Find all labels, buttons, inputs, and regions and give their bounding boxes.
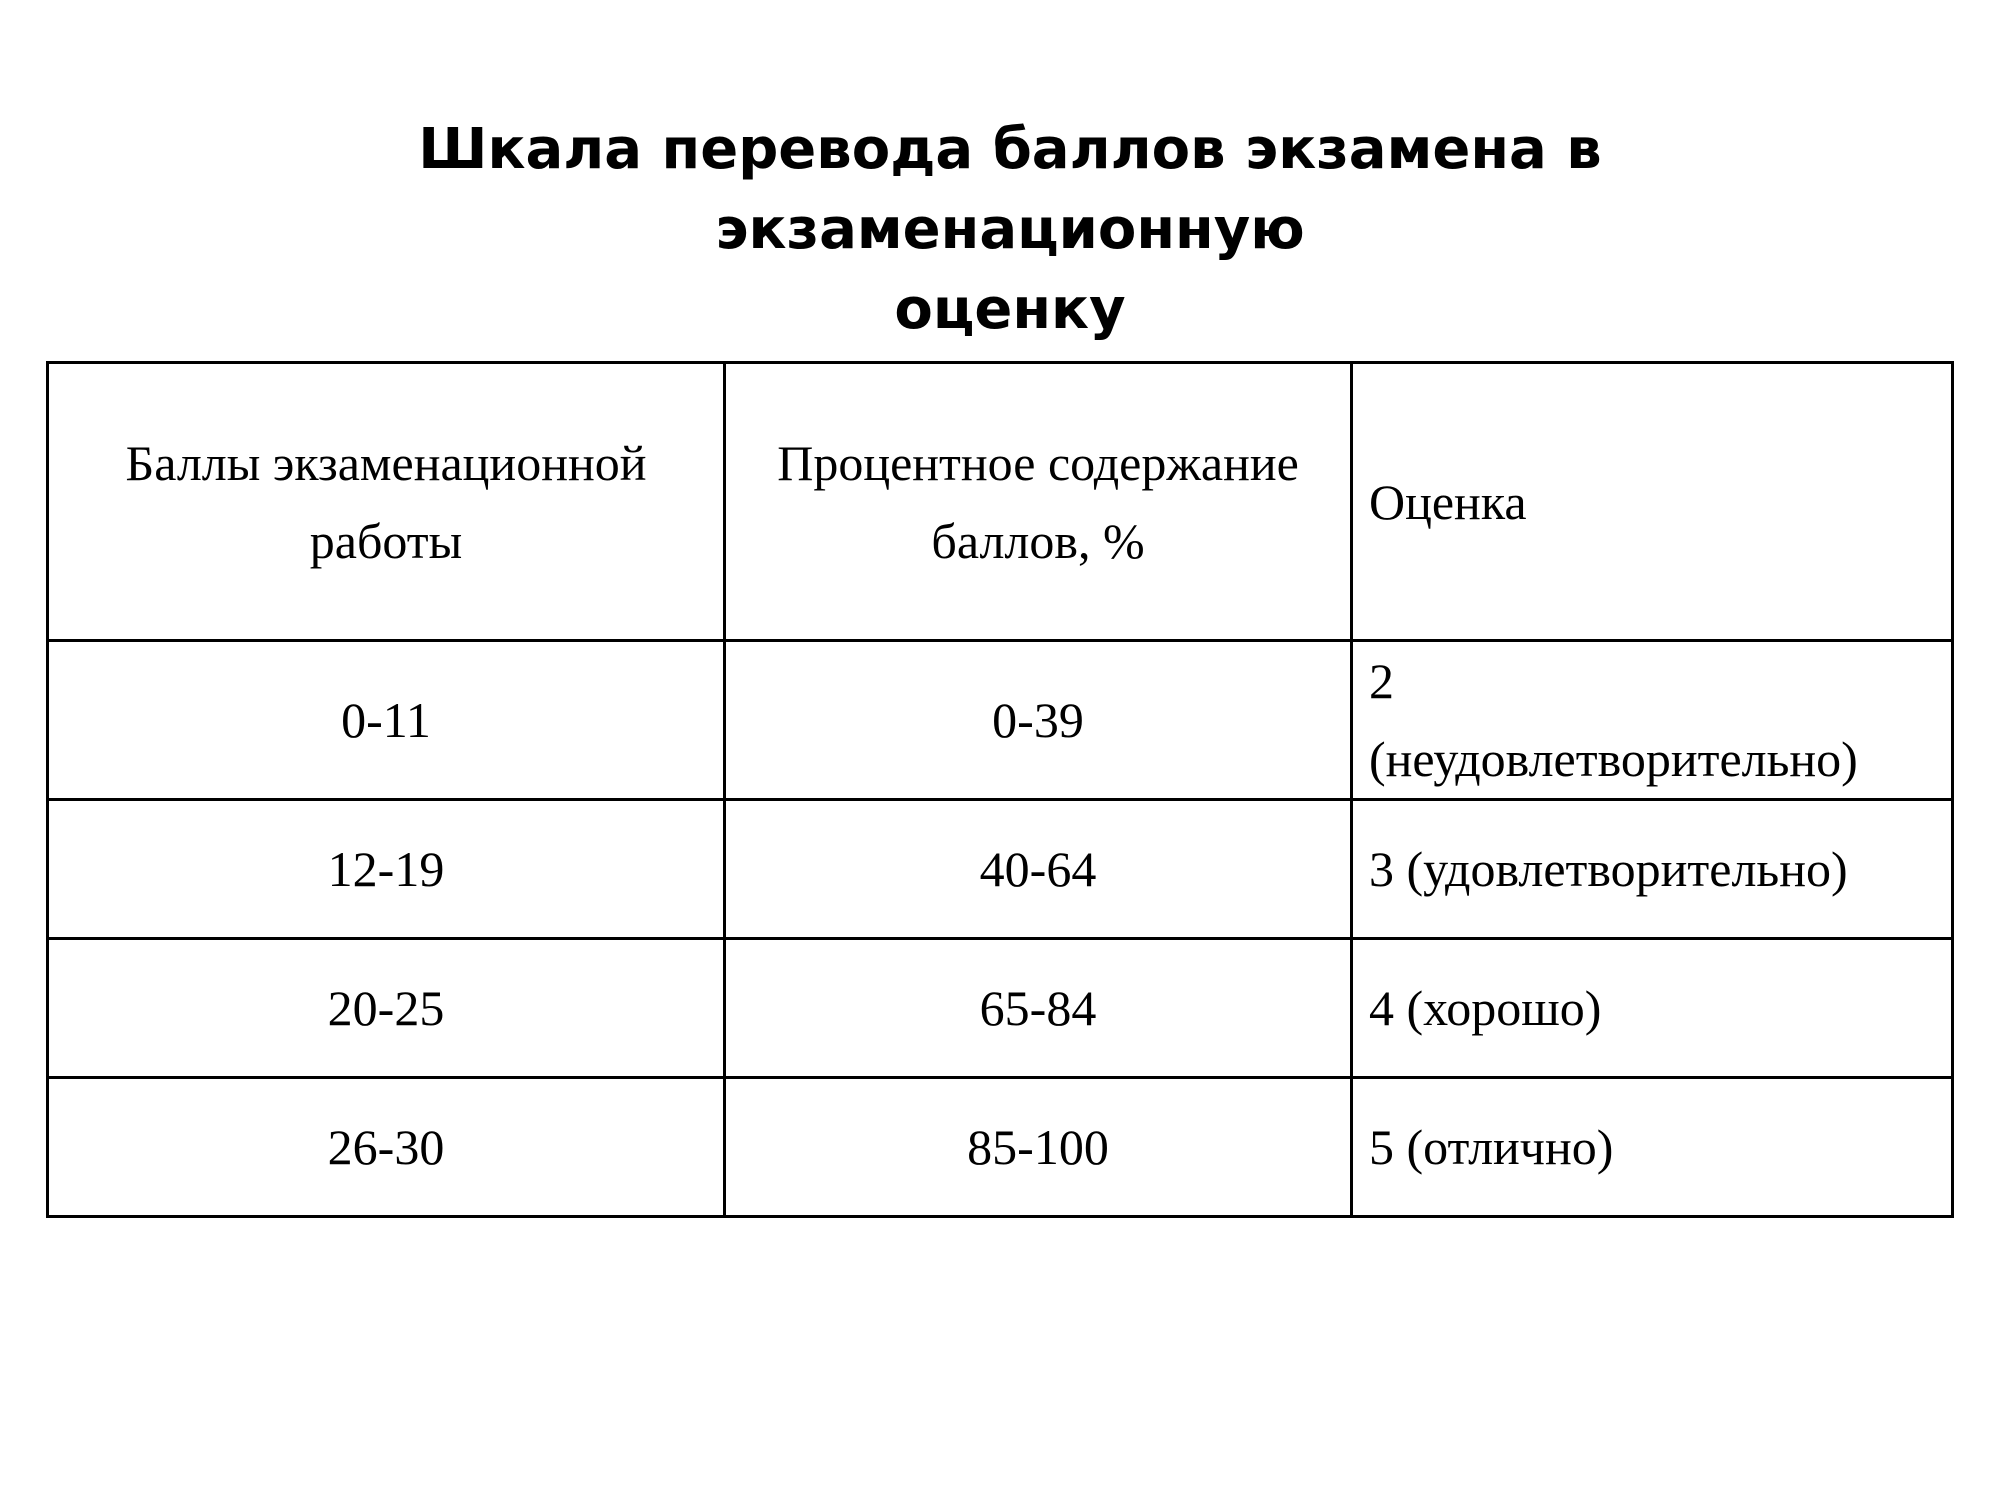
- grading-scale-table: [46, 361, 1954, 1218]
- header-percent-line-2: баллов, %: [931, 512, 1145, 569]
- header-grade: Оценка: [1352, 363, 1953, 641]
- cell-percent: 0-39: [725, 641, 1352, 800]
- cell-points: 26-30: [48, 1078, 725, 1217]
- cell-percent: 40-64: [725, 800, 1352, 939]
- cell-grade-line-1: 2: [1369, 653, 1394, 709]
- cell-points: 0-11: [48, 641, 725, 800]
- cell-grade-line-2: (неудовлетворительно): [1369, 731, 1858, 787]
- header-points-line-2: работы: [309, 512, 463, 569]
- cell-grade: 4 (хорошо): [1352, 939, 1953, 1078]
- cell-grade: [1352, 641, 1953, 800]
- table-row: [48, 800, 1953, 939]
- cell-grade: 5 (отлично): [1352, 1078, 1953, 1217]
- cell-percent: 65-84: [725, 939, 1352, 1078]
- cell-grade: 3 (удовлетворительно): [1352, 800, 1953, 939]
- cell-percent: 85-100: [725, 1078, 1352, 1217]
- page-title-line-1: Шкала перевода баллов экзамена в экзаменационную: [418, 117, 1602, 262]
- table-row: [48, 939, 1953, 1078]
- cell-points: 12-19: [48, 800, 725, 939]
- header-points: [48, 363, 725, 641]
- header-points-line-1: Баллы экзаменационной: [125, 434, 647, 491]
- page-title: [150, 110, 1870, 350]
- cell-points: 20-25: [48, 939, 725, 1078]
- table-header-row: [48, 363, 1953, 641]
- header-percent-line-1: Процентное содержание: [777, 434, 1299, 491]
- table-row: [48, 641, 1953, 800]
- header-percent: [725, 363, 1352, 641]
- table-row: [48, 1078, 1953, 1217]
- page-title-line-2: оценку: [894, 277, 1126, 342]
